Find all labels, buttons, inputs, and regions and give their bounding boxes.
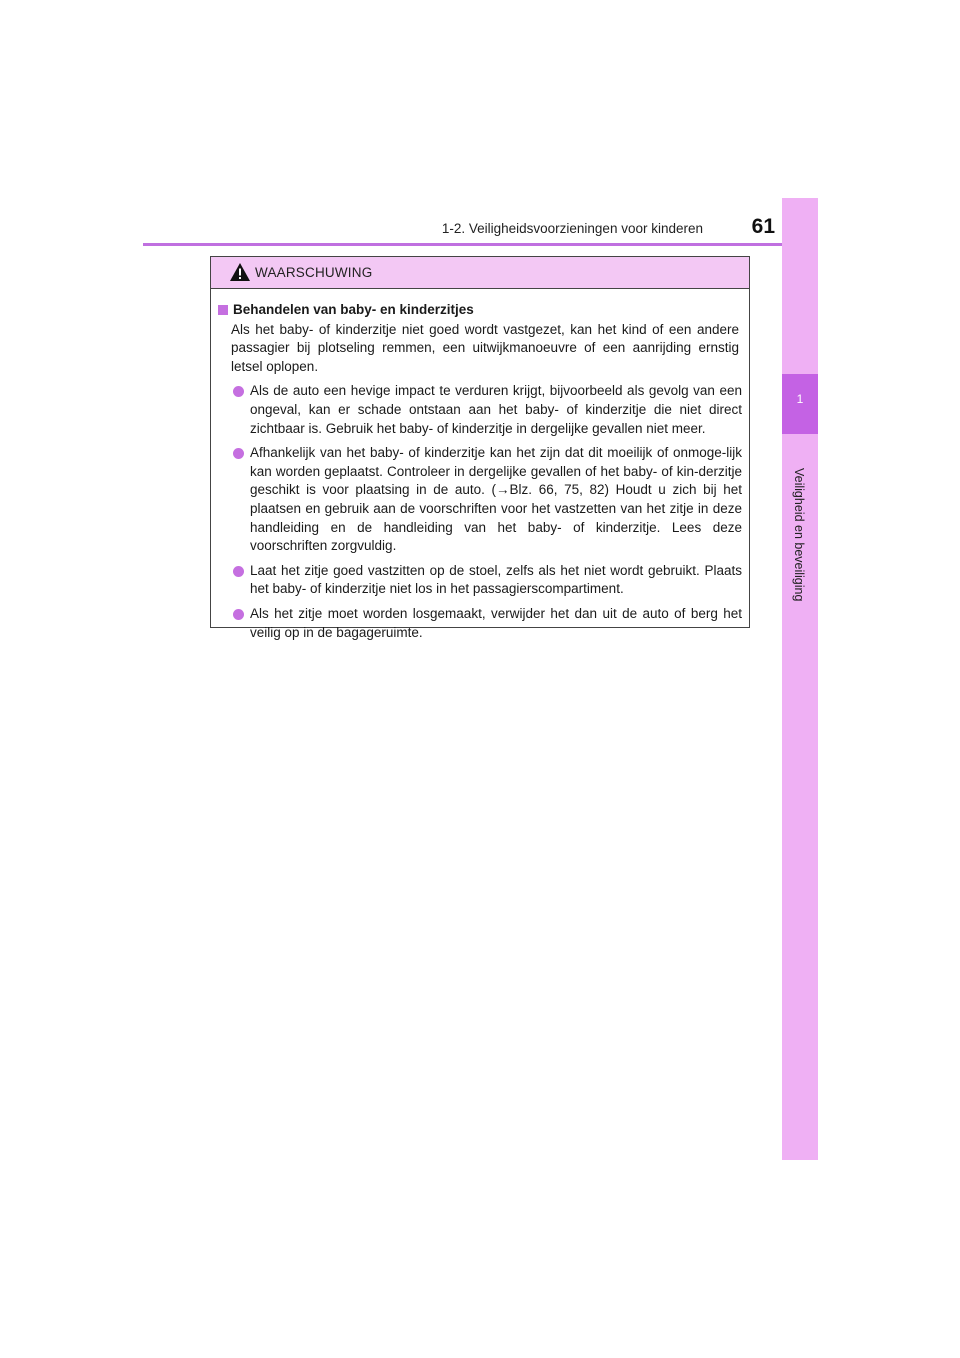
warning-label: WAARSCHUWING xyxy=(255,265,373,280)
chapter-active-marker xyxy=(782,374,818,434)
list-item-text: Als het zitje moet worden losgemaakt, verwijder het dan uit de auto of berg het veilig op in de bagageruimte. xyxy=(250,605,742,640)
list-item-text: Afhankelijk van het baby- of kinderzitje kan het zijn dat dit moeilijk of onmoge-lijk kan worden geplaatst. Controleer in dergelijke gevallen of het baby- of kin-derzitje geschikt is voor plaatsing in de auto. (→Blz. 66, 75, 82) Houdt u zich bij het plaatsen en gebruik aan de voorschriften voor het vastzetten van het zitje in deze handleiding en de handleiding van het baby- of kinderzitje. Lees deze voorschriften zorgvuldig. xyxy=(250,445,742,554)
square-bullet-icon xyxy=(218,305,228,315)
chapter-number: 1 xyxy=(796,392,804,406)
list-item xyxy=(218,562,742,599)
section-heading-text: Behandelen van baby- en kinderzitjes xyxy=(233,302,474,317)
warning-box xyxy=(210,256,750,640)
list-item xyxy=(218,444,742,556)
header-rule xyxy=(143,243,785,246)
bullet-dot-icon xyxy=(233,566,244,577)
bullet-dot-icon xyxy=(233,448,244,459)
section-heading xyxy=(218,301,742,320)
warning-intro: Als het baby- of kinderzitje niet goed wordt vastgezet, kan het kind of een andere passagier bij plotseling remmen, een uitwijkmanoeuvre of een aanrijding ernstig letsel oplopen. xyxy=(231,321,739,374)
chapter-label: Veiligheid en beveiliging xyxy=(792,468,806,602)
list-item-text: Laat het zitje goed vastzitten op de stoel, zelfs als het niet wordt gebruikt. Plaats het baby- of kinderzitje niet los in het passagierscompartiment. xyxy=(250,562,742,597)
section-title: 1-2. Veiligheidsvoorzieningen voor kinderen xyxy=(441,221,703,236)
warning-body xyxy=(211,289,749,642)
bullet-dot-icon xyxy=(233,609,244,620)
chapter-side-tab xyxy=(782,198,818,1160)
list-item xyxy=(218,382,742,438)
list-item-text: Als de auto een hevige impact te verduren krijgt, bijvoorbeeld als gevolg van een ongeval, kan er schade ontstaan aan het baby- of kinderzitje die niet direct zichtbaar is. Gebruik het baby- of kinderzitje in dergelijke gevallen niet meer. xyxy=(250,383,742,436)
page-number: 61 xyxy=(751,215,775,238)
list-item xyxy=(218,605,742,642)
bullet-dot-icon xyxy=(233,386,244,397)
warning-triangle-icon xyxy=(229,262,251,282)
warning-header xyxy=(211,257,749,289)
page-header xyxy=(143,215,785,246)
